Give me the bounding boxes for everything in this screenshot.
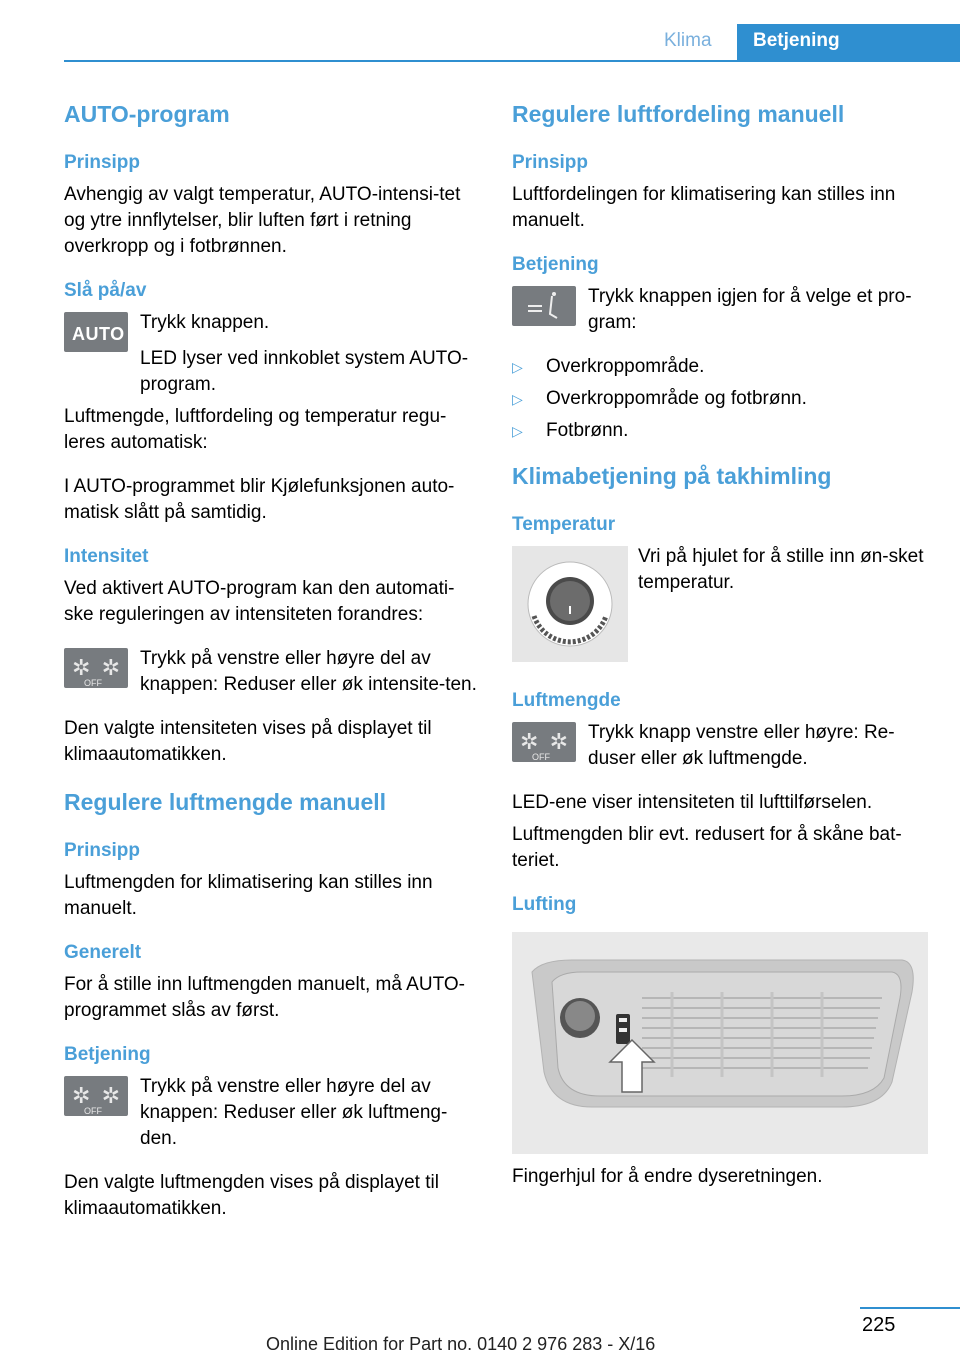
list-item: ▷ Overkroppområde og fotbrønn. xyxy=(512,386,928,412)
fan-button-icon xyxy=(64,648,128,688)
heading-luftfordeling: Regulere luftfordeling manuell xyxy=(512,101,845,127)
paragraph-prinsipp-2: Luftmengden for klimatisering kan stilles inn manuelt. xyxy=(64,872,433,919)
subheading-intensitet: Intensitet xyxy=(64,546,149,567)
tab-betjening[interactable]: Betjening xyxy=(737,24,960,62)
paragraph-generelt: For å stille inn luftmengden manuelt, må AUTO-programmet slås av først. xyxy=(64,974,465,1021)
paragraph-intensitet-display: Den valgte intensiteten vises på displayet til klimaautomatikken. xyxy=(64,718,432,765)
paragraph-intensitet: Ved aktivert AUTO-program kan den automati‐ske reguleringen av intensiteten forandres: xyxy=(64,578,455,625)
paragraph-luftmengde-display: Den valgte luftmengden vises på displayet til klimaautomatikken. xyxy=(64,1172,439,1219)
paragraph-betjening-r: Trykk knappen igjen for å velge et pro‐gram: xyxy=(588,286,912,333)
fan-icon-left: ✲ xyxy=(72,655,91,680)
tab-klima[interactable]: Klima xyxy=(664,30,712,51)
auto-label: AUTO xyxy=(72,324,125,344)
page-number: 225 xyxy=(862,1314,896,1336)
intensitet-button-row xyxy=(64,646,480,698)
image-caption: Fingerhjul for å endre dyseretningen. xyxy=(512,1166,823,1187)
paragraph-led xyxy=(64,346,480,398)
paragraph-prinsipp: Avhengig av valgt temperatur, AUTO-intensi‐tet og ytre innflytelser, blir luften ført i retning overkropp og i fotbrønnen. xyxy=(64,184,461,257)
off-label: OFF xyxy=(84,1106,102,1116)
fan-icon-right: ✲ xyxy=(101,1083,120,1108)
temperature-wheel-image xyxy=(512,546,628,662)
auto-button-icon xyxy=(64,312,128,352)
paragraph-intensitet-btn: Trykk på venstre eller høyre del av knappen: Reduser eller øk intensite‐ten. xyxy=(140,648,477,695)
fan-icon-left: ✲ xyxy=(520,729,539,754)
fan-icon-right: ✲ xyxy=(549,729,568,754)
air-distribution-icon xyxy=(512,286,576,326)
list-item: ▷ Fotbrønn. xyxy=(512,418,928,444)
paragraph-trykk: Trykk knappen. xyxy=(140,312,270,333)
auto-button-row xyxy=(64,310,480,350)
subheading-betjening-r: Betjening xyxy=(512,254,599,275)
paragraph-kjole: I AUTO-programmet blir Kjølefunksjonen auto‐matisk slått på samtidig. xyxy=(64,476,455,523)
subheading-prinsipp: Prinsipp xyxy=(64,152,141,173)
off-label: OFF xyxy=(84,678,102,688)
subheading-lufting: Lufting xyxy=(512,894,577,915)
program-list xyxy=(512,354,928,444)
luftmengde-button-row xyxy=(64,1074,480,1152)
off-label: OFF xyxy=(532,752,550,762)
fan-icon-right: ✲ xyxy=(101,655,120,680)
paragraph-luftmengde-auto: Luftmengde, luftfordeling og temperatur regu‐leres automatisk: xyxy=(64,406,447,453)
vent-image xyxy=(512,932,928,1154)
subheading-temperatur: Temperatur xyxy=(512,514,616,535)
heading-auto-program: AUTO-program xyxy=(64,101,230,127)
air-distribution-button-icon xyxy=(512,286,576,326)
temperatur-row xyxy=(512,544,928,670)
luftfordeling-button-row xyxy=(512,284,928,336)
fan-icon-left: ✲ xyxy=(72,1083,91,1108)
triangle-bullet-icon: ▷ xyxy=(512,423,523,439)
heading-luftmengde-manuell: Regulere luftmengde manuell xyxy=(64,789,387,815)
triangle-bullet-icon: ▷ xyxy=(512,391,523,407)
subheading-generelt: Generelt xyxy=(64,942,142,963)
subheading-luftmengde-r: Luftmengde xyxy=(512,690,621,711)
subheading-prinsipp-2: Prinsipp xyxy=(64,840,141,861)
paragraph-prinsipp-r: Luftfordelingen for klimatisering kan stilles inn manuelt. xyxy=(512,184,896,231)
online-edition: Online Edition for Part no. 0140 2 976 283 - X/16 xyxy=(266,1334,656,1354)
paragraph-temperatur: Vri på hjulet for å stille inn øn‐sket temperatur. xyxy=(638,546,924,593)
list-item: ▷ Overkroppområde. xyxy=(512,354,928,380)
triangle-bullet-icon: ▷ xyxy=(512,359,523,375)
fan-button-icon xyxy=(512,722,576,762)
left-column xyxy=(64,98,480,1240)
subheading-prinsipp-r: Prinsipp xyxy=(512,152,589,173)
right-column xyxy=(512,98,928,1208)
fan-button-icon xyxy=(64,1076,128,1116)
paragraph-betjening-btn: Trykk på venstre eller høyre del av knappen: Reduser eller øk luftmeng‐den. xyxy=(140,1076,448,1149)
paragraph-led-r: LED-ene viser intensiteten til lufttilførselen. xyxy=(512,792,873,813)
subheading-betjening: Betjening xyxy=(64,1044,151,1065)
led-text: LED lyser ved innkoblet system AUTO-program. xyxy=(140,348,469,395)
footer-rule xyxy=(860,1307,960,1309)
heading-takhimling: Klimabetjening på takhimling xyxy=(512,463,832,489)
paragraph-luftmengde-r: Trykk knapp venstre eller høyre: Re‐duser eller øk luftmengde. xyxy=(588,722,895,769)
paragraph-batteri: Luftmengden blir evt. redusert for å skåne bat‐teriet. xyxy=(512,824,902,871)
subheading-slaa-paa-av: Slå på/av xyxy=(64,280,147,301)
luftmengde-r-button-row xyxy=(512,720,928,772)
